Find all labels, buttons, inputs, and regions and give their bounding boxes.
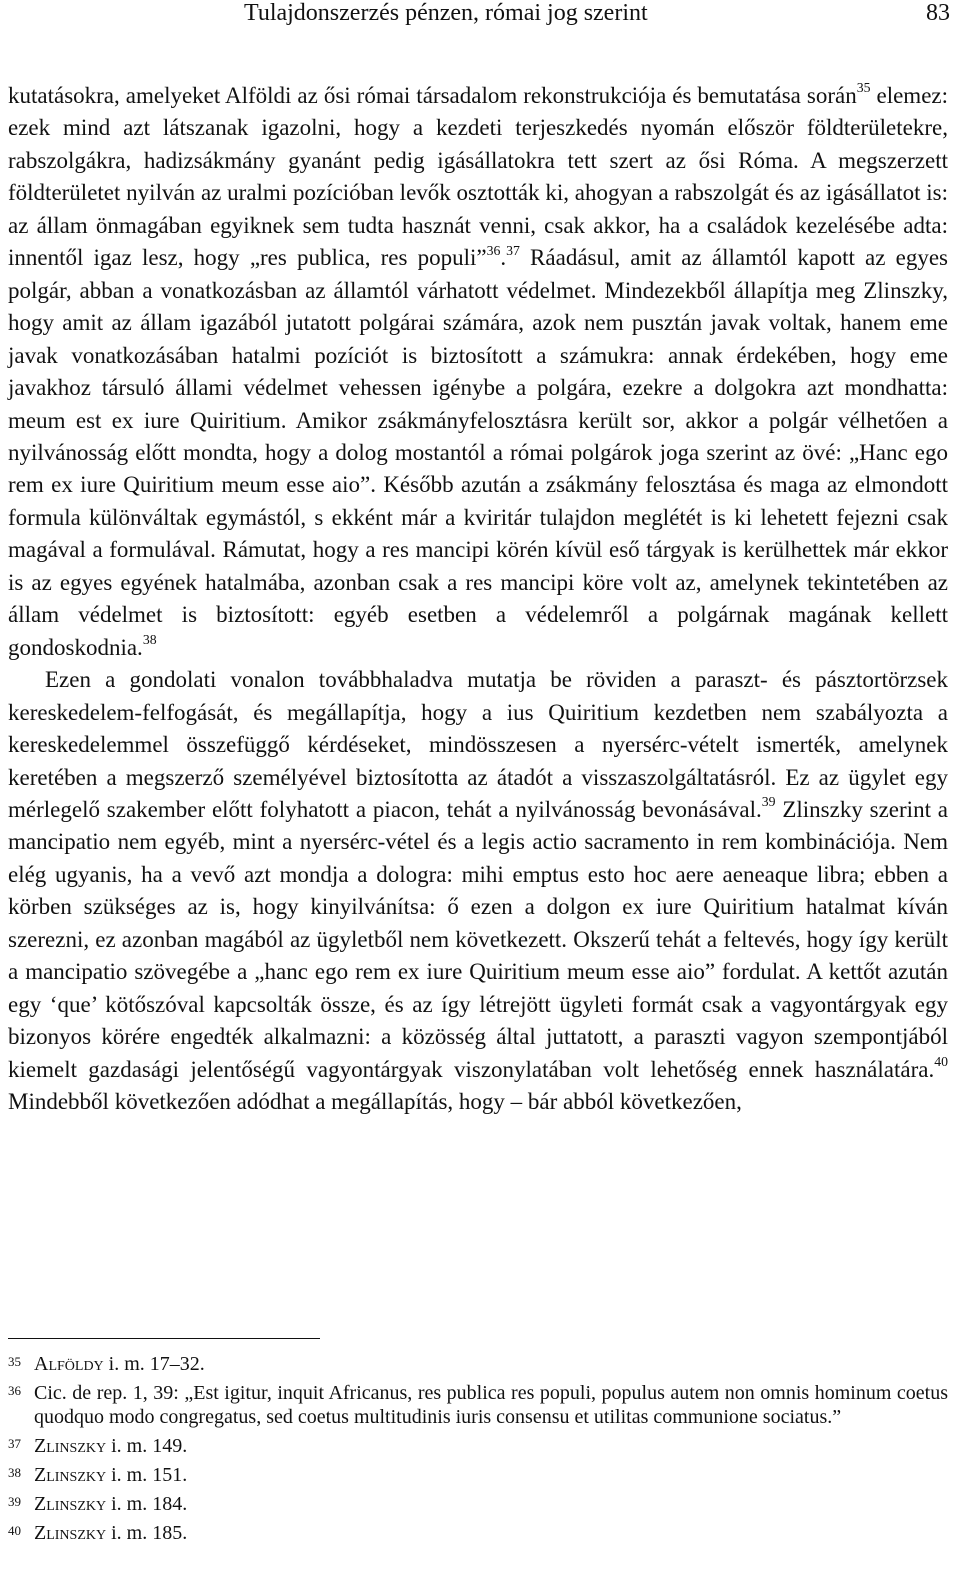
footnote-number: 39	[8, 1494, 21, 1509]
running-header	[6, 0, 950, 32]
footnote-ref-38: 38	[142, 631, 157, 647]
footnote-39	[8, 1492, 948, 1516]
footnote-ref-35: 35	[856, 80, 871, 96]
footnote-citation: i. m. 17–32.	[103, 1353, 205, 1375]
footnote-40	[8, 1521, 948, 1545]
paragraph-1-text-3: .	[500, 245, 507, 271]
paragraph-1-text-4: Ráadásul, amit az államtól kapott az egyes polgár, abban a vonatkozásban az államtól várhatott védelmet. Mindezekből állapítja meg Zlinszky, hogy amit az állam igazából jutatott polgárai számára, azok nem pusztán javak voltak, hanem eme javak vonatkozásában hatalmi pozíciót is biztosított a számukra: annak érdekében, hogy eme javakhoz társuló állami védelmet vehessen igénybe a polgára, ezekre a dolgokra azt mondhatta: meum est ex iure Quiritium. Amikor zsákmányfelosztásra került sor, akkor a polgár vélhetően a nyilvánosság előtt mondta, hogy a dolog mostantól a római polgárok joga szerint az övé: „Hanc ego rem ex iure Quiritium meum esse aio”. Később azután a zsákmány felosztása és maga az elmondott formula különváltak egymástól, s ekként már a kviritár tulajdon meglétét is ki lehetett fejezni csak magával a formulával. Rámutat, hogy a res mancipi körén kívül eső tárgyak is kerülhettek már ekkor is az egyes egyének hatalmába, azonban csak a res mancipi köre volt az, amelynek tekintetében az állam védelmet is biztosított: egyéb esetben a védelemről a polgárnak magának kellett gondoskodnia.	[8, 245, 948, 660]
footnote-text	[34, 1352, 948, 1376]
footnote-number: 38	[8, 1465, 21, 1480]
paragraph-1-text-1: kutatásokra, amelyeket Alföldi az ősi római társadalom rekonstrukciója és bemutatása során	[8, 83, 857, 108]
footnote-author: Zlinszky	[34, 1435, 107, 1457]
paragraph-2-text-1: Ezen a gondolati vonalon továbbhaladva mutatja be röviden a paraszt- és pásztortörzsek kereskedelem-felfogását, és megállapítja, hogy a ius Quiritium kezdetben nem szabályozta a kereskedelemmel összefüggő kérdéseket, mindösszesen a nyersérc-vételt ismerték, amelynek keretében a megszerző személyével biztosította az átadót a visszaszolgáltatásról. Ez az ügylet egy mérlegelő szakember előtt folyhatott a piacon, tehát a nyilvánosság bevonásával.	[8, 667, 948, 822]
paragraph-2-text-3: Mindebből következően adódhat a megállapítás, hogy – bár abból következően,	[8, 1089, 742, 1115]
footnote-text	[34, 1381, 948, 1429]
footnote-author: Zlinszky	[34, 1464, 107, 1486]
footnote-citation: Cic. de rep. 1, 39: „Est igitur, inquit Africanus, res publica res populi, populus autem non omnis hominum coetus quodquo modo congregatus, sed coetus multitudinis iuris consensu et utilitas communione sociatus.”	[34, 1382, 948, 1428]
main-text	[8, 80, 948, 1119]
footnote-ref-37: 37	[506, 242, 520, 258]
footnote-ref-39: 39	[761, 794, 776, 810]
footnote-author: Zlinszky	[34, 1522, 107, 1544]
footnote-text	[34, 1463, 948, 1487]
footnote-text	[34, 1521, 948, 1545]
footnote-38	[8, 1463, 948, 1487]
footnote-number: 37	[8, 1436, 21, 1451]
paragraph-1-text-2: elemez: ezek mind azt látszanak igazolni, hogy a kezdeti terjeszkedés nyomán először földterületekre, rabszolgákra, hadizsákmány gyanánt pedig igásállatokra tett szert az ősi Róma. A megszerzett földterületet nyilván az uralmi pozícióban levők osztották ki, ahogyan a rabszolgát és az igásállatot is: az állam önmagában egyiknek sem tudta hasznát venni, csak akkor, ha a családok kezelésébe adta: innentől igaz lesz, hogy „res publica, res populi”	[8, 83, 948, 271]
footnote-ref-36: 36	[486, 242, 501, 258]
footnote-citation: i. m. 151.	[106, 1464, 188, 1486]
footnotes	[8, 1352, 948, 1550]
footnote-35	[8, 1352, 948, 1376]
footnote-36	[8, 1381, 948, 1429]
footnote-author: Zlinszky	[34, 1493, 107, 1515]
footnote-author: Alföldy	[34, 1353, 104, 1375]
footnote-citation: i. m. 149.	[106, 1435, 188, 1457]
running-title: Tulajdonszerzés pénzen, római jog szerint	[244, 0, 648, 26]
footnote-text	[34, 1492, 948, 1516]
footnote-number: 36	[8, 1383, 21, 1398]
footnote-number: 40	[8, 1523, 21, 1538]
paragraph-1	[8, 80, 948, 664]
page-number: 83	[926, 0, 950, 26]
footnote-citation: i. m. 184.	[106, 1493, 188, 1515]
footnote-ref-40: 40	[934, 1053, 948, 1069]
footnote-37	[8, 1434, 948, 1458]
footnote-divider	[8, 1338, 320, 1339]
paragraph-2-text-2: Zlinszky szerint a mancipatio nem egyéb, mint a nyersérc-vétel és a legis actio sacramento in rem kombinációja. Nem elég ugyanis, ha a vevő azt mondja a dologra: mihi emptus esto hoc aere aeneaque libra; ebben a körben szükséges az is, hogy kinyilvánítsa: ő ezen a dolgon ex iure Quiritium hatalmat kíván szerezni, ez azonban magából az ügyletből nem következett. Okszerű tehát a feltevés, hogy így került a mancipatio szövegébe a „hanc ego rem ex iure Quiritium meum esse aio” fordulat. A kettőt azután egy ‘que’ kötőszóval kapcsolták össze, és az így létrejött ügyleti formát csak a vagyontárgyak egy bizonyos körére engedték alkalmazni: a közösség által juttatott, a paraszti vagyon szempontjából kiemelt gazdasági jelentőségű vagyontárgyak viszonylatában volt lehetőség ennek használatára.	[8, 796, 948, 1082]
footnote-number: 35	[8, 1354, 21, 1369]
footnote-citation: i. m. 185.	[106, 1522, 188, 1544]
footnote-text	[34, 1434, 948, 1458]
paragraph-2	[8, 664, 948, 1118]
